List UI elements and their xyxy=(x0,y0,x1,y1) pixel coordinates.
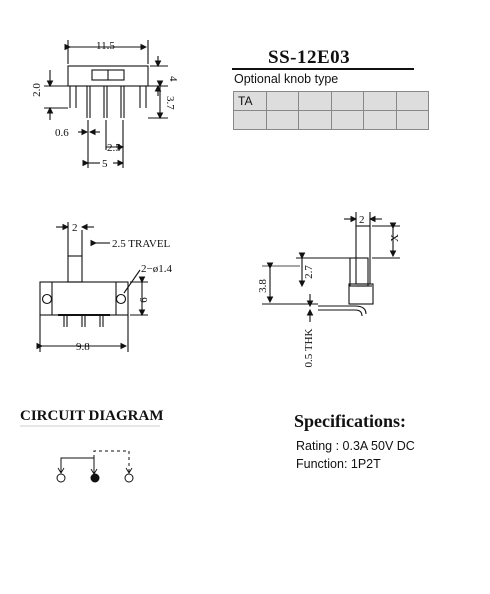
model-title: SS-12E03 xyxy=(268,47,351,68)
circuit-diagram xyxy=(20,426,160,482)
dim-hole: 2−ø1.4 xyxy=(141,263,172,275)
dim-side-right: 3.7 xyxy=(164,96,176,110)
dim-thickness: 0.5 THK xyxy=(303,328,315,368)
dim-travel: 2.5 TRAVEL xyxy=(112,238,171,250)
dim-side-width: 2 xyxy=(359,214,365,226)
dim-pin-width: 0.6 xyxy=(55,127,69,139)
spec-rating: Rating : 0.3A 50V DC xyxy=(296,439,415,453)
dim-side-38: 3.8 xyxy=(257,279,269,293)
dim-body-height: 6 xyxy=(138,297,150,303)
dim-top-height: 4 xyxy=(167,76,179,82)
table-row xyxy=(234,92,429,111)
table-cell xyxy=(364,111,397,130)
dim-body-width: 9.8 xyxy=(76,341,90,353)
table-cell xyxy=(396,92,429,111)
table-cell xyxy=(364,92,397,111)
table-cell xyxy=(299,92,332,111)
table-cell xyxy=(299,111,332,130)
table-cell xyxy=(331,111,364,130)
circuit-title: CIRCUIT DIAGRAM xyxy=(20,408,164,424)
table-cell xyxy=(266,92,299,111)
dim-knob-width: 2 xyxy=(72,222,78,234)
table-cell xyxy=(266,111,299,130)
dim-side-x: X xyxy=(389,234,401,242)
knob-subtitle: Optional knob type xyxy=(234,72,339,86)
side-view xyxy=(262,212,400,322)
dim-pin-pitch: 2.5 xyxy=(107,142,121,154)
table-cell: TA xyxy=(234,92,267,111)
table-row xyxy=(234,111,429,130)
table-cell xyxy=(396,111,429,130)
dim-top-width: 11.5 xyxy=(96,40,115,52)
table-cell xyxy=(331,92,364,111)
top-view xyxy=(44,40,168,168)
dim-side-27: 2.7 xyxy=(303,265,315,279)
spec-function: Function: 1P2T xyxy=(296,457,381,471)
knob-type-table xyxy=(233,91,429,130)
table-cell xyxy=(234,111,267,130)
dim-side-left: 2.0 xyxy=(31,83,43,97)
specs-title: Specifications: xyxy=(294,411,406,431)
dim-pin-span: 5 xyxy=(102,158,108,170)
